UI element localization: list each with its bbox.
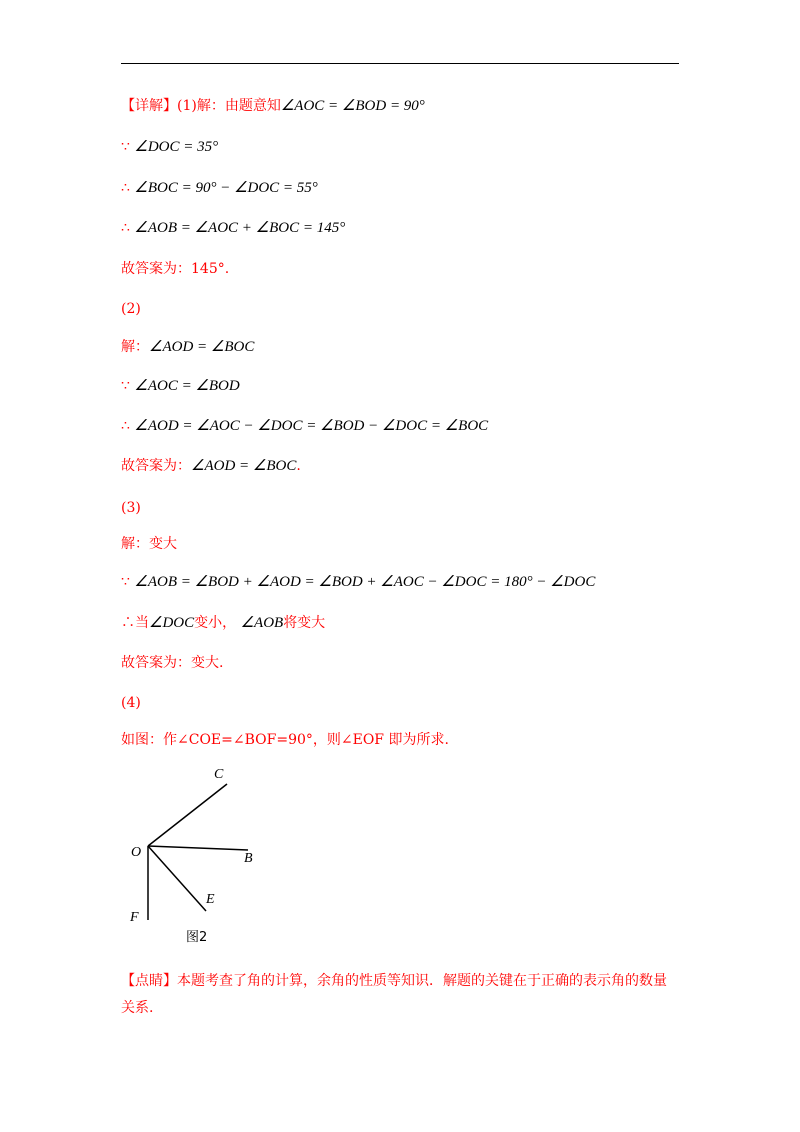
because-symbol: ∵ <box>121 378 130 394</box>
part-2-label: (2) <box>121 301 141 317</box>
label-o: O <box>131 845 142 860</box>
line-suffix: . <box>296 458 301 474</box>
equation-doc: ∠DOC <box>149 615 195 631</box>
because-symbol: ∵ <box>121 574 130 590</box>
comment-tag: 【点睛】 <box>121 973 177 989</box>
label-b: B <box>244 851 253 866</box>
ray-oe <box>148 846 206 911</box>
answer-line-3: 故答案为：变大. <box>121 655 224 671</box>
part-4-label: (4) <box>121 695 141 711</box>
label-f: F <box>130 910 139 925</box>
because-symbol: ∵ <box>121 139 130 155</box>
solution-line-8 <box>121 377 240 395</box>
part-3-label: (3) <box>121 500 141 516</box>
ray-ob <box>148 846 248 850</box>
label-e: E <box>206 892 215 907</box>
line-prefix: 故答案为： <box>121 458 191 474</box>
solution-line-4 <box>121 219 345 237</box>
equation: ∠AOD = ∠BOC <box>149 339 255 355</box>
solution-line-7 <box>121 338 254 356</box>
therefore-symbol: ∴ <box>121 418 130 434</box>
therefore-symbol: ∴ <box>121 220 130 236</box>
becomes-smaller: 变小， <box>194 615 237 631</box>
solution-line-1 <box>121 97 425 115</box>
label-c: C <box>214 767 224 782</box>
answer-line-2 <box>121 457 301 475</box>
comment-line-1 <box>121 972 667 990</box>
comment-text: 本题考查了角的计算，余角的性质等知识．解题的关键在于正确的表示角的数量 <box>177 973 667 989</box>
equation-aob: ∠AOB <box>240 615 284 631</box>
figure-caption: 图2 <box>186 930 208 945</box>
becomes-larger: 将变大 <box>283 615 326 631</box>
equation: ∠BOC = 90° − ∠DOC = 55° <box>134 180 318 196</box>
header-rule <box>121 63 679 64</box>
detail-tag: 【详解】 <box>121 98 177 114</box>
solution-line-13 <box>121 573 595 591</box>
ray-oc <box>148 784 227 846</box>
answer-line-1: 故答案为：145°. <box>121 261 230 277</box>
equation: ∠AOB = ∠AOC + ∠BOC = 145° <box>134 220 346 236</box>
therefore-when: ∴当 <box>121 615 149 631</box>
angle-figure <box>120 760 280 950</box>
equation: ∠DOC = 35° <box>134 139 219 155</box>
equation: ∠AOB = ∠BOD + ∠AOD = ∠BOD + ∠AOC − ∠DOC = 180° − ∠DOC <box>134 574 596 590</box>
solution-line-2 <box>121 138 218 156</box>
solution-line-3 <box>121 179 318 197</box>
line-prefix: (1)解：由题意知 <box>177 98 281 114</box>
solution-line-12: 解：变大 <box>121 536 177 552</box>
comment-line-2: 关系. <box>121 1000 154 1016</box>
equation: ∠AOC = ∠BOD = 90° <box>280 98 425 114</box>
construction-text: 如图：作∠COE=∠BOF=90°，则∠EOF 即为所求. <box>121 732 449 748</box>
equation: ∠AOD = ∠AOC − ∠DOC = ∠BOD − ∠DOC = ∠BOC <box>134 418 489 434</box>
therefore-symbol: ∴ <box>121 180 130 196</box>
equation: ∠AOD = ∠BOC <box>191 458 297 474</box>
line-prefix: 解： <box>121 339 149 355</box>
solution-line-14 <box>121 614 325 632</box>
equation: ∠AOC = ∠BOD <box>134 378 240 394</box>
solution-line-9 <box>121 417 488 435</box>
